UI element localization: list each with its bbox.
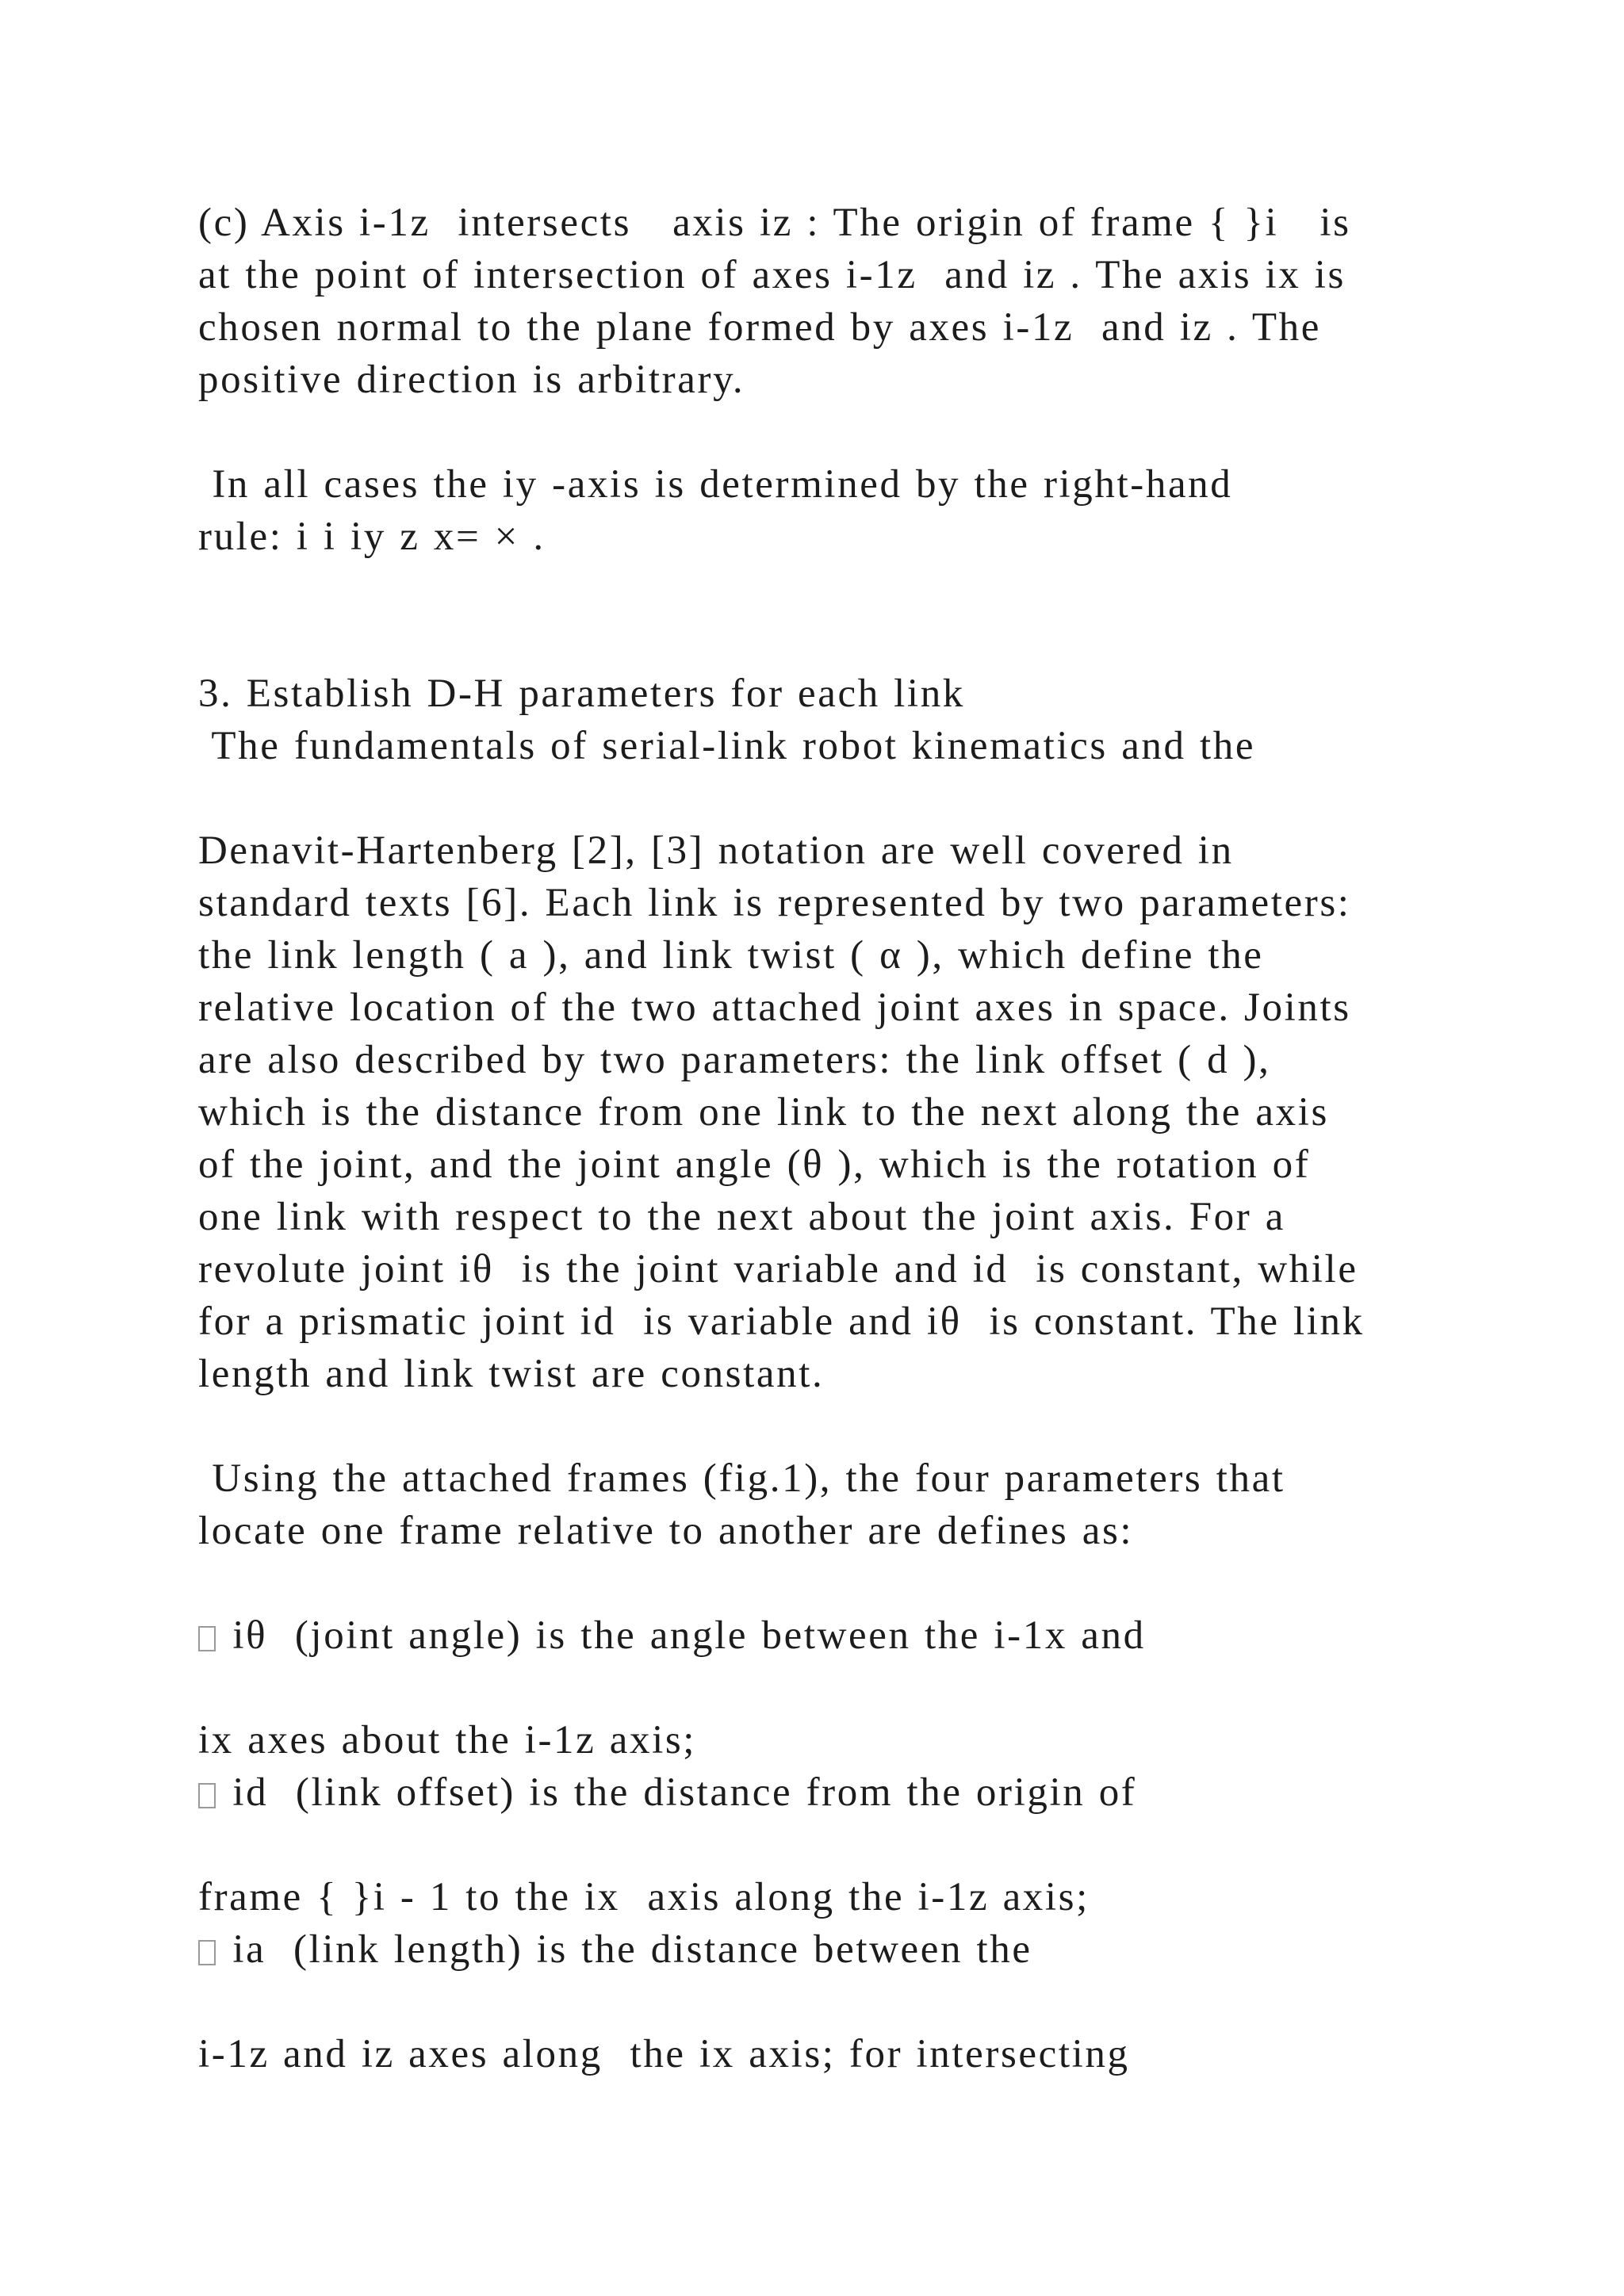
text-line: revolute joint iθ is the joint variable and id is constant, while: [198, 1247, 1358, 1292]
text-line: for a prismatic joint id is variable and iθ is constant. The link: [198, 1299, 1365, 1344]
text-line: ix axes about the i-1z axis;: [198, 1718, 697, 1762]
text-line: (c) Axis i-1z intersects axis iz : The origin of frame { }i is: [198, 201, 1351, 245]
text-line: chosen normal to the plane formed by axes i-1z and iz . The: [198, 305, 1321, 350]
bullet-box-icon: [198, 1783, 216, 1808]
text-line: one link with respect to the next about the joint axis. For a: [198, 1195, 1285, 1239]
text-line: the link length ( a ), and link twist ( α ), which define the: [198, 933, 1264, 978]
text-line: standard texts [6]. Each link is represented by two parameters:: [198, 881, 1351, 925]
bullet-box-icon: [198, 1626, 216, 1651]
text-line: The fundamentals of serial-link robot kinematics and the: [198, 724, 1256, 768]
text-line: In all cases the iy -axis is determined by the right-hand: [198, 462, 1233, 507]
bullet-item: [198, 1923, 1032, 1976]
text-line: which is the distance from one link to the next along the axis: [198, 1090, 1329, 1135]
bullet-text: id (link offset) is the distance from the origin of: [219, 1770, 1137, 1815]
text-line: relative location of the two attached joint axes in space. Joints: [198, 985, 1351, 1030]
bullet-text: ia (link length) is the distance between the: [219, 1927, 1032, 1972]
text-line: Using the attached frames (fig.1), the four parameters that: [198, 1456, 1285, 1501]
bullet-item: [198, 1609, 1146, 1662]
bullet-text: iθ (joint angle) is the angle between the i-1x and: [219, 1613, 1146, 1658]
section-heading: 3. Establish D-H parameters for each link: [198, 672, 965, 716]
text-line: rule: i i iy z x= × .: [198, 515, 546, 559]
text-line: Denavit-Hartenberg [2], [3] notation are well covered in: [198, 828, 1234, 873]
text-line: locate one frame relative to another are defines as:: [198, 1509, 1134, 1553]
text-line: length and link twist are constant.: [198, 1352, 825, 1396]
bullet-box-icon: [198, 1940, 216, 1965]
text-line: i-1z and iz axes along the ix axis; for intersecting: [198, 2032, 1130, 2076]
bullet-item: [198, 1766, 1136, 1819]
text-line: at the point of intersection of axes i-1z and iz . The axis ix is: [198, 253, 1346, 297]
text-line: of the joint, and the joint angle (θ ), which is the rotation of: [198, 1142, 1311, 1187]
text-line: are also described by two parameters: the link offset ( d ),: [198, 1038, 1271, 1082]
text-line: positive direction is arbitrary.: [198, 358, 745, 402]
text-line: frame { }i - 1 to the ix axis along the i-1z axis;: [198, 1875, 1090, 1919]
